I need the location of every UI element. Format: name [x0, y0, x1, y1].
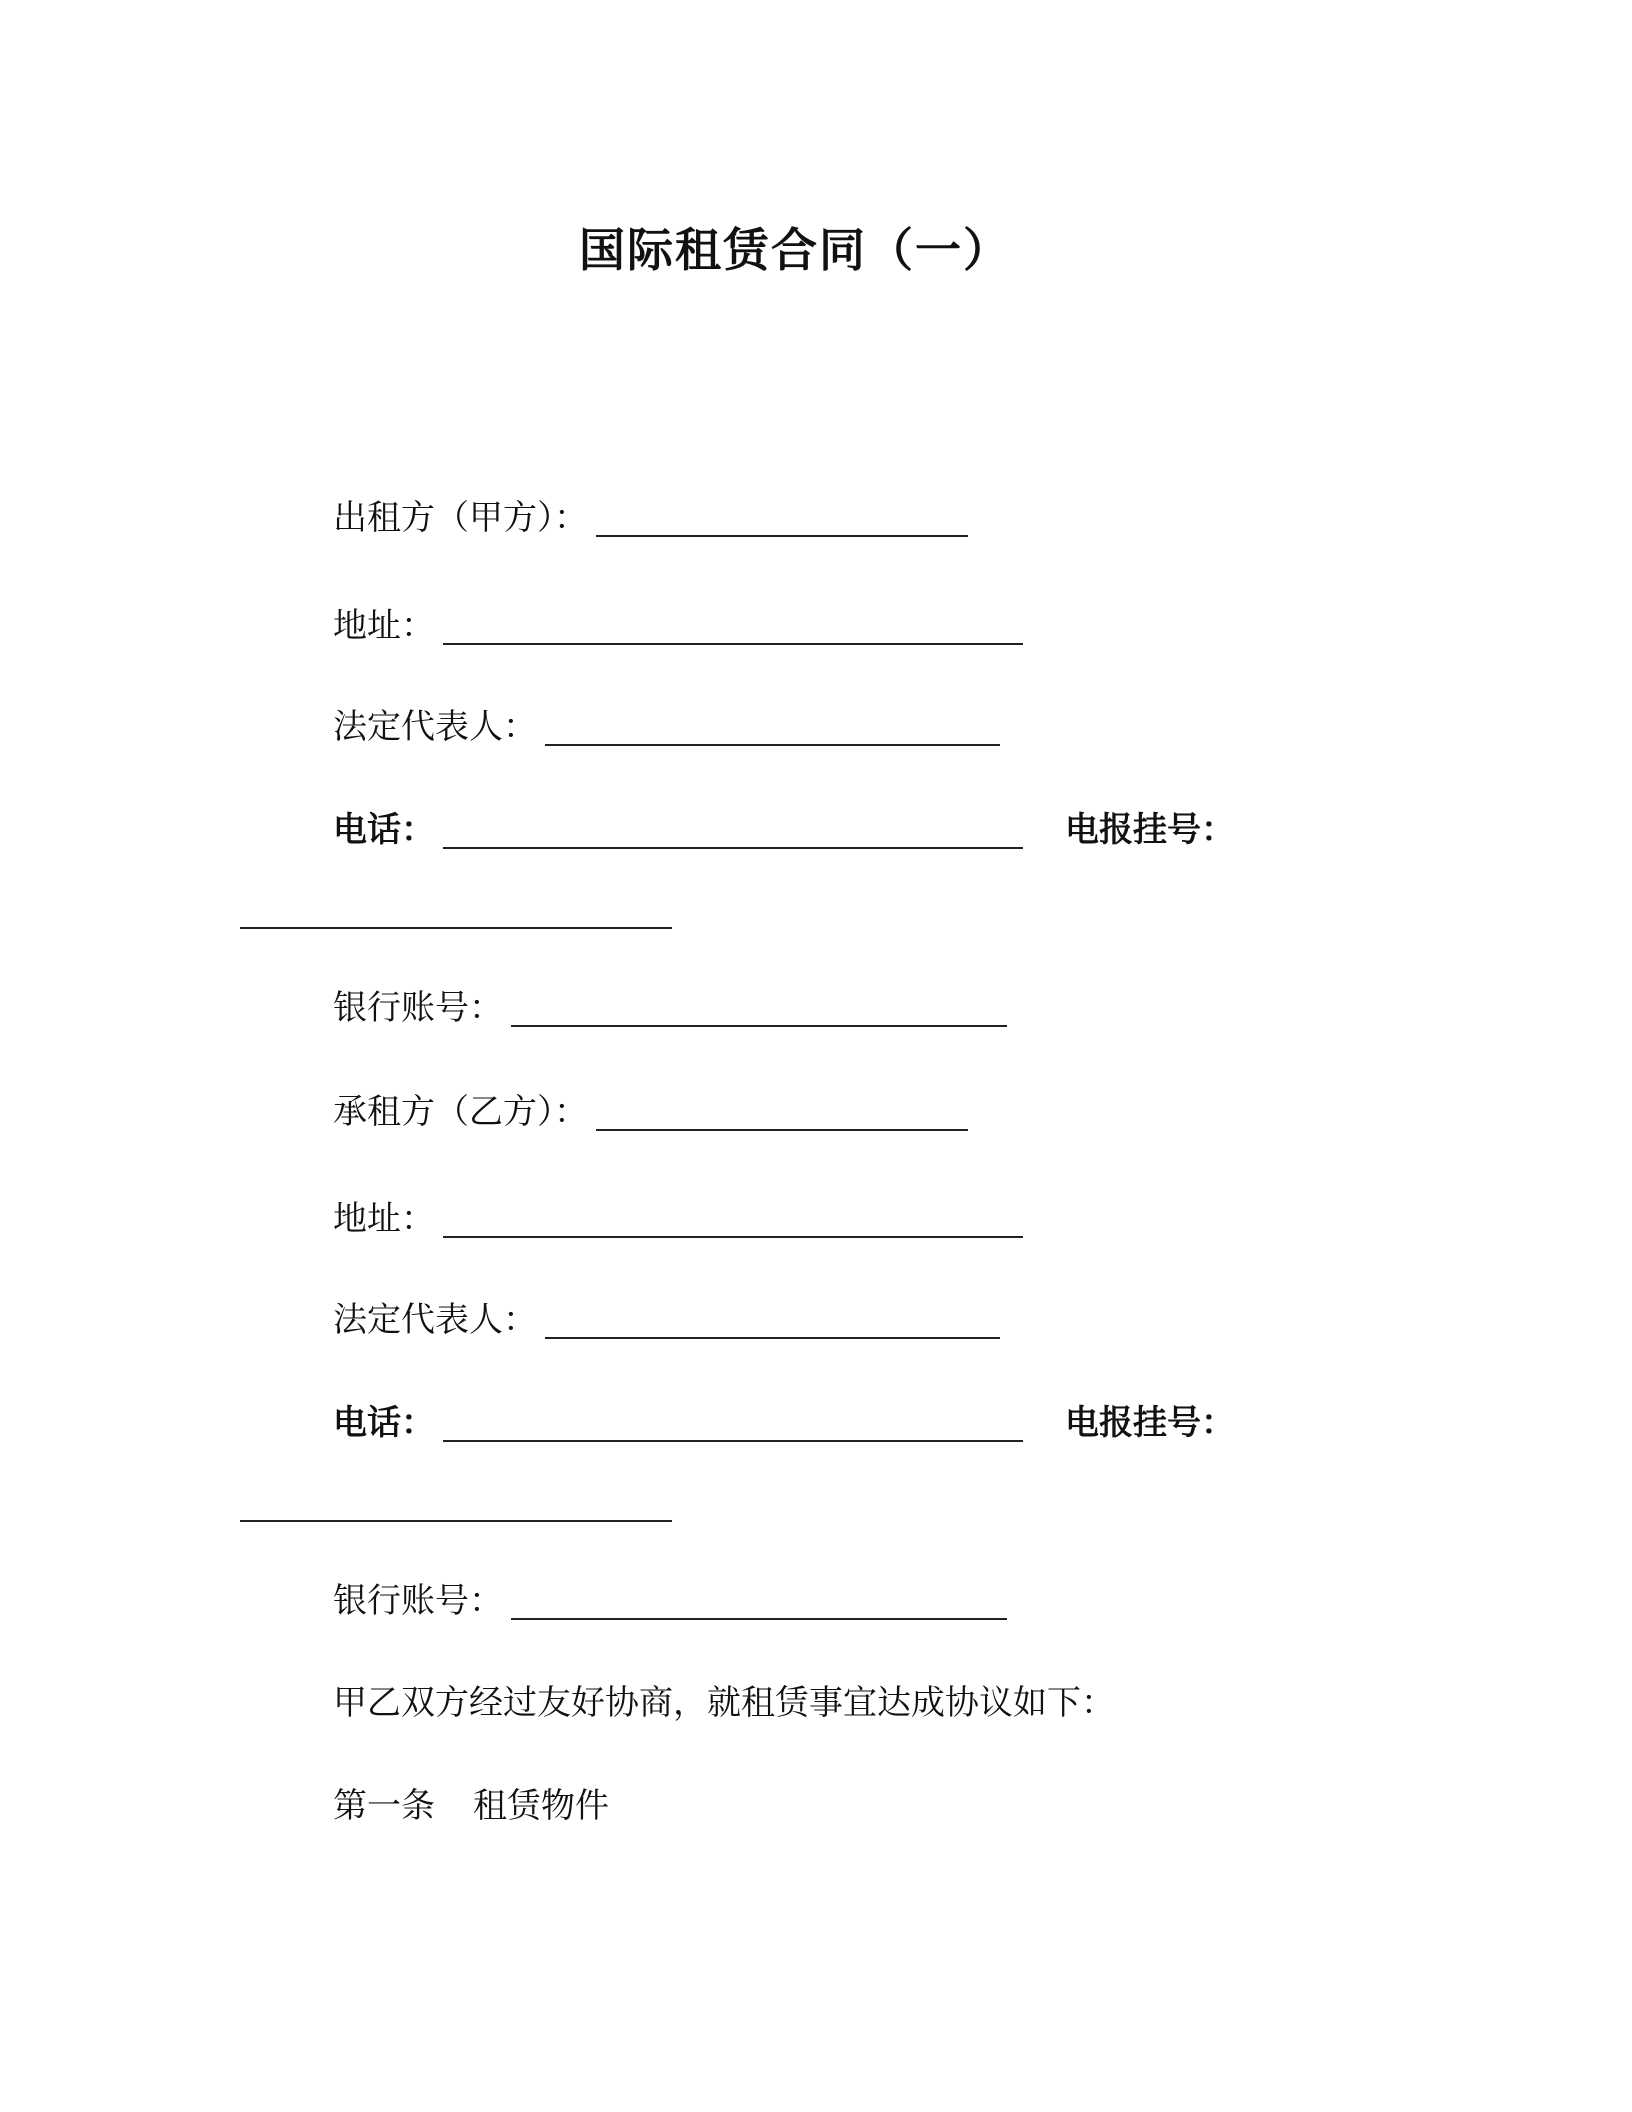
lessee-heading-line [333, 1087, 968, 1137]
document-title: 国际租赁合同（一） [579, 223, 1011, 277]
lessor-bank-blank[interactable] [511, 989, 1007, 1027]
lessor-legal-rep-line [333, 702, 1000, 752]
lessee-bank-blank[interactable] [511, 1582, 1007, 1620]
article-1-number: 第一条 [333, 1786, 435, 1826]
lessee-address-label: 地址： [333, 1199, 435, 1239]
lessee-legal-rep-label: 法定代表人： [333, 1300, 537, 1340]
lessee-name-blank[interactable] [596, 1093, 968, 1131]
lessee-legal-rep-blank[interactable] [545, 1301, 1000, 1339]
lessor-legal-rep-label: 法定代表人： [333, 707, 537, 747]
lessor-address-line [333, 601, 1023, 651]
lessee-phone-line [333, 1398, 1023, 1448]
lessee-address-line [333, 1194, 1023, 1244]
lessee-phone-label: 电话： [333, 1403, 435, 1443]
lessor-legal-rep-blank[interactable] [545, 708, 1000, 746]
lessor-bank-label: 银行账号： [333, 988, 503, 1028]
lessor-telegraph-blank[interactable] [240, 925, 672, 929]
lessee-bank-label: 银行账号： [333, 1581, 503, 1621]
lessee-telegraph-label: 电报挂号： [1065, 1403, 1235, 1443]
lessor-bank-line [333, 983, 1007, 1033]
lessor-address-blank[interactable] [443, 607, 1023, 645]
article-1-title: 租赁物件 [473, 1786, 609, 1826]
lessor-heading-line [333, 493, 968, 543]
lessor-telegraph-label: 电报挂号： [1065, 810, 1235, 850]
lessee-phone-blank[interactable] [443, 1404, 1023, 1442]
lessor-heading: 出租方（甲方）： [333, 498, 588, 538]
agreement-intro: 甲乙双方经过友好协商，就租赁事宜达成协议如下： [333, 1683, 1115, 1723]
lessor-phone-line [333, 805, 1023, 855]
lessor-phone-label: 电话： [333, 810, 435, 850]
lessor-phone-blank[interactable] [443, 811, 1023, 849]
lessor-address-label: 地址： [333, 606, 435, 646]
lessee-telegraph-blank[interactable] [240, 1518, 672, 1522]
article-1-heading [333, 1781, 609, 1831]
lessor-name-blank[interactable] [596, 499, 968, 537]
lessee-bank-line [333, 1576, 1007, 1626]
lessee-heading: 承租方（乙方）： [333, 1092, 588, 1132]
lessee-legal-rep-line [333, 1295, 1000, 1345]
lessee-address-blank[interactable] [443, 1200, 1023, 1238]
